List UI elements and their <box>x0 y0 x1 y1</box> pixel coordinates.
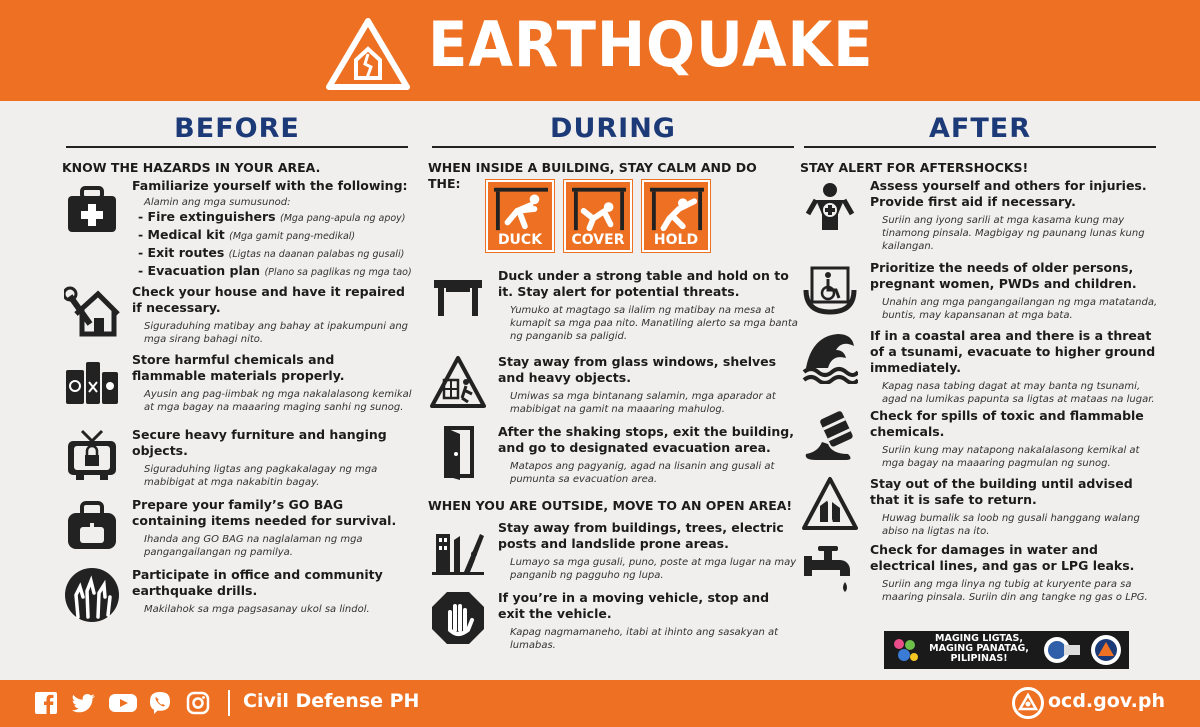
after-heading: AFTER <box>929 113 1031 144</box>
during-subhead-outside: WHEN YOU ARE OUTSIDE, MOVE TO AN OPEN AREA! <box>428 498 793 513</box>
item-note: Ihanda ang GO BAG na naglalaman ng mga pangangailangan ng pamilya. <box>144 534 363 558</box>
item-heading: Prioritize the needs of older persons, pregnant women, PWDs and children. <box>870 260 1137 291</box>
water-faucet-icon <box>802 542 858 598</box>
list-item: - Exit routes (Ligtas na daanan palabas ng gusali) <box>138 245 405 260</box>
item-note: Lumayo sa mga gusali, puno, poste at mga lugar na may panganib ng pagguho ng lupa. <box>510 557 797 581</box>
list-item: - Evacuation plan (Plano sa paglikas ng mga tao) <box>138 263 412 278</box>
duck-label: DUCK <box>497 232 543 248</box>
during-column <box>428 112 798 651</box>
item-heading: Secure heavy furniture and hanging objects. <box>132 427 387 458</box>
item-note: Huwag bumalik sa loob ng gusali hanggang walang abiso na ligtas na ito. <box>882 513 1140 537</box>
item-heading: Check for damages in water and electrical lines, and gas or LPG leaks. <box>870 542 1135 573</box>
medical-kit-icon <box>64 184 120 236</box>
item-heading: If you’re in a moving vehicle, stop and exit the vehicle. <box>498 590 770 621</box>
item-heading: Check your house and have it repaired if necessary. <box>132 284 405 315</box>
secured-tv-icon <box>64 427 120 483</box>
tsunami-wave-icon <box>802 328 858 384</box>
chemical-spill-icon <box>802 408 858 464</box>
item-heading: Duck under a strong table and hold on to it. Stay alert for potential threats. <box>498 268 789 299</box>
item-note: Kapag nagmamaneho, itabi at ihinto ang sasakyan at lumabas. <box>510 627 779 651</box>
title-banner <box>0 0 1200 101</box>
youtube-icon[interactable] <box>108 691 138 715</box>
divider <box>228 690 230 716</box>
hazardous-chemicals-icon <box>64 352 120 408</box>
item-heading: Stay away from glass windows, shelves and heavy objects. <box>498 354 777 385</box>
item-heading: Stay away from buildings, trees, electric posts and landslide prone areas. <box>498 520 784 551</box>
divider <box>66 146 408 148</box>
before-subhead: KNOW THE HAZARDS IN YOUR AREA. <box>62 160 321 175</box>
during-heading: DURING <box>550 113 676 144</box>
item-note: Suriin kung may natapong nakalalasong kemikal at mga bagay na maaaring pagmulan ng sunog. <box>882 445 1140 469</box>
item-note: Siguraduhing matibay ang bahay at ipakumpuni ang mga sirang bahagi nito. <box>144 321 409 345</box>
item-note: Ayusin ang pag-iimbak ng mga nakalalasong kemikal at mga bagay na maaaring maging sanhi ng sunog. <box>144 389 412 413</box>
footer-bar <box>0 680 1200 727</box>
house-repair-icon <box>64 284 120 340</box>
collapsing-buildings-icon <box>430 520 486 576</box>
instagram-icon[interactable] <box>186 691 210 715</box>
item-heading: Check for spills of toxic and flammable chemicals. <box>870 408 1144 439</box>
raised-hands-icon <box>64 567 120 623</box>
hold-panel <box>642 180 710 252</box>
duck-figure-icon <box>488 182 554 234</box>
earthquake-warning-icon <box>326 18 410 90</box>
hold-label: HOLD <box>653 232 699 248</box>
cover-figure-icon <box>566 182 632 234</box>
list-item: - Medical kit (Mga gamit pang-medikal) <box>138 227 356 242</box>
exit-door-icon <box>430 424 486 480</box>
item-note: Matapos ang pagyanig, agad na lisanin ang gusali at pumunta sa evacuation area. <box>510 461 775 485</box>
item-heading: Stay out of the building until advised that it is safe to return. <box>870 476 1133 507</box>
divider <box>804 146 1156 148</box>
website-link[interactable]: ocd.gov.ph <box>1048 690 1165 712</box>
stop-hand-icon <box>430 590 486 646</box>
item-note: Suriin ang iyong sarili at mga kasama kung may tinamong pinsala. Magbigay ng paunang lunas kung kailangan. <box>882 215 1145 252</box>
item-heading: If in a coastal area and there is a threat of a tsunami, evacuate to higher ground immediately. <box>870 328 1156 375</box>
injured-person-icon <box>802 178 858 234</box>
viber-icon[interactable] <box>148 691 172 715</box>
item-note: Umiwas sa mga bintanang salamin, mga aparador at mabibigat na gamit na maaaring mahulog. <box>510 391 776 415</box>
item-note: Yumuko at magtago sa ilalim ng matibay na mesa at kumapit sa mga paa nito. Manatiling alerto sa mga banta ng panganib sa paligid. <box>510 305 798 342</box>
logo-slogan: MAGING LIGTAS, MAGING PANATAG, PILIPINAS! <box>929 633 1029 664</box>
before-column <box>62 112 412 615</box>
org-name: Civil Defense PH <box>243 690 420 712</box>
divider <box>432 146 794 148</box>
twitter-icon[interactable] <box>72 691 96 715</box>
partner-logos <box>884 631 1129 669</box>
item-note: Makilahok sa mga pagsasanay ukol sa lindol. <box>144 604 370 615</box>
list-item: - Fire extinguishers (Mga pang-apula ng apoy) <box>138 209 406 224</box>
item-heading: Familiarize yourself with the following: <box>132 178 408 193</box>
item-note: Suriin ang mga linya ng tubig at kuryente para sa maaring pinsala. Suriin din ang tangke ng gas o LPG. <box>882 579 1148 603</box>
after-column <box>800 112 1160 603</box>
before-heading: BEFORE <box>174 113 300 144</box>
item-heading: After the shaking stops, exit the building, and go to designated evacuation area. <box>498 424 794 455</box>
damaged-building-warning-icon <box>802 476 858 532</box>
page-title: EARTHQUAKE <box>428 8 874 81</box>
item-heading: Store harmful chemicals and flammable materials properly. <box>132 352 345 383</box>
table-icon <box>430 268 486 324</box>
item-note: Kapag nasa tabing dagat at may banta ng tsunami, agad na lumikas papunta sa ligtas at mataas na lugar. <box>882 381 1155 405</box>
ndrrmc-logo-icon <box>1042 635 1082 665</box>
item-heading: Assess yourself and others for injuries. Provide first aid if necessary. <box>870 178 1147 209</box>
duck-panel <box>486 180 554 252</box>
priority-persons-icon <box>802 260 858 316</box>
hold-figure-icon <box>644 182 710 234</box>
go-bag-icon <box>64 497 120 553</box>
ocd-seal-icon <box>1090 634 1122 666</box>
item-note: Alamin ang mga sumusunod: <box>144 197 291 208</box>
falling-objects-warning-icon <box>430 354 486 410</box>
item-note: Unahin ang mga pangangailangan ng mga matatanda, buntis, may kapansanan at mga bata. <box>882 297 1158 321</box>
cover-panel <box>564 180 632 252</box>
project-dina-logo-icon <box>890 635 920 665</box>
ocd-seal-icon <box>1012 687 1044 719</box>
after-subhead: STAY ALERT FOR AFTERSHOCKS! <box>800 160 1029 175</box>
facebook-icon[interactable] <box>34 691 58 715</box>
item-heading: Participate in office and community earthquake drills. <box>132 567 383 598</box>
item-note: Siguraduhing ligtas ang pagkakalagay ng mga mabibigat at mga nakabitin bagay. <box>144 464 378 488</box>
item-heading: Prepare your family’s GO BAG containing items needed for survival. <box>132 497 397 528</box>
during-subhead: WHEN INSIDE A BUILDING, STAY CALM AND DO THE: <box>428 160 757 191</box>
cover-label: COVER <box>571 232 625 248</box>
